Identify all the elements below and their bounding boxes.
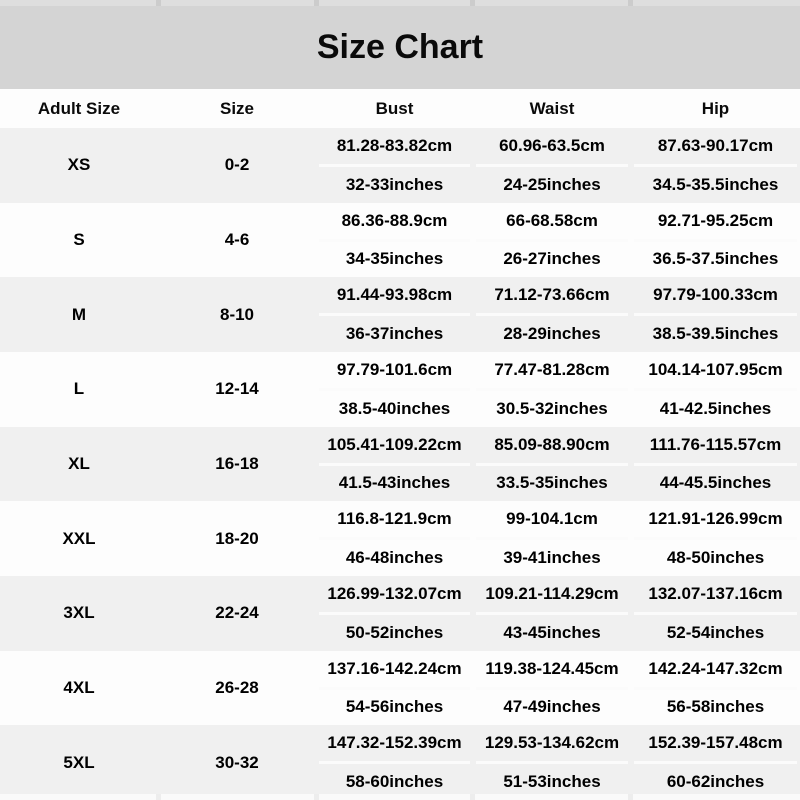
column-divider-tick [156, 0, 161, 6]
title-bar [0, 6, 800, 89]
bust-cell [319, 651, 470, 726]
waist-cell [476, 501, 628, 576]
hip-cell [634, 128, 797, 203]
hip-inches-value: 41-42.5inches [659, 398, 772, 418]
size-cell: 22-24 [215, 603, 259, 623]
table-row-4xl [0, 651, 800, 726]
bust-inches-value: 54-56inches [345, 697, 444, 717]
waist-inches-value: 39-41inches [503, 548, 601, 568]
column-divider-tick [314, 794, 319, 800]
top-edge-strip [0, 0, 800, 6]
adult-size-cell: XL [68, 454, 90, 474]
hip-cell [634, 427, 797, 502]
column-divider-tick [628, 794, 633, 800]
waist-cm-value: 109.21-114.29cm [476, 576, 628, 615]
bust-inches-value: 58-60inches [345, 772, 444, 792]
waist-inches-value: 30.5-32inches [496, 398, 608, 418]
hip-cell [634, 352, 797, 427]
table-row-xs [0, 128, 800, 203]
hip-cell [634, 501, 797, 576]
table-row-s [0, 203, 800, 278]
bust-inches-value: 41.5-43inches [338, 473, 451, 493]
adult-size-cell: 4XL [63, 678, 95, 698]
hip-inches-value: 44-45.5inches [659, 473, 772, 493]
waist-inches-value: 33.5-35inches [496, 473, 608, 493]
adult-size-cell: M [71, 304, 87, 324]
bust-cell [319, 576, 470, 651]
column-header-bust: Bust [375, 98, 414, 118]
waist-inches-value: 43-45inches [503, 622, 601, 642]
adult-size-cell: 5XL [63, 752, 95, 772]
column-divider-tick [470, 0, 475, 6]
bust-cm-value: 97.79-101.6cm [319, 352, 470, 391]
column-header-waist: Waist [529, 98, 575, 118]
hip-inches-value: 34.5-35.5inches [652, 174, 779, 194]
waist-cm-value: 119.38-124.45cm [476, 651, 628, 690]
hip-cm-value: 152.39-157.48cm [634, 725, 797, 764]
adult-size-cell: S [73, 230, 85, 249]
column-divider-tick [470, 794, 475, 800]
size-cell: 4-6 [224, 230, 250, 249]
column-divider-tick [628, 0, 633, 6]
bust-cell [319, 277, 470, 352]
hip-inches-value: 60-62inches [666, 772, 765, 792]
table-row-3xl [0, 576, 800, 651]
hip-cell [634, 725, 797, 800]
hip-inches-value: 48-50inches [666, 548, 765, 568]
bust-inches-value: 32-33inches [345, 174, 444, 194]
waist-inches-value: 51-53inches [503, 772, 601, 792]
waist-cm-value: 99-104.1cm [476, 501, 628, 540]
table-row-m [0, 277, 800, 352]
waist-cell [476, 651, 628, 726]
table-body [0, 128, 800, 800]
hip-cm-value: 142.24-147.32cm [634, 651, 797, 690]
bust-inches-value: 46-48inches [345, 548, 444, 568]
bust-cell [319, 427, 470, 502]
size-cell: 30-32 [215, 752, 259, 772]
adult-size-cell: XXL [62, 528, 96, 548]
bust-cm-value: 116.8-121.9cm [319, 501, 470, 540]
waist-inches-value: 47-49inches [503, 697, 601, 717]
bust-cm-value: 86.36-88.9cm [319, 203, 470, 242]
waist-cell [476, 576, 628, 651]
waist-cm-value: 129.53-134.62cm [476, 725, 628, 764]
hip-cm-value: 97.79-100.33cm [634, 277, 797, 316]
bust-inches-value: 36-37inches [345, 324, 444, 344]
hip-cell [634, 576, 797, 651]
hip-cm-value: 111.76-115.57cm [634, 427, 797, 466]
hip-cell [634, 277, 797, 352]
waist-inches-value: 24-25inches [503, 174, 601, 194]
hip-cm-value: 104.14-107.95cm [634, 352, 797, 391]
waist-cm-value: 60.96-63.5cm [476, 128, 628, 167]
column-divider-tick [314, 0, 319, 6]
column-divider-tick [156, 794, 161, 800]
bust-inches-value: 38.5-40inches [338, 398, 451, 418]
bust-cell [319, 725, 470, 800]
waist-cm-value: 77.47-81.28cm [476, 352, 628, 391]
hip-cm-value: 92.71-95.25cm [634, 203, 797, 242]
size-cell: 0-2 [224, 155, 250, 175]
waist-inches-value: 26-27inches [503, 249, 601, 269]
size-cell: 26-28 [215, 678, 259, 698]
hip-inches-value: 38.5-39.5inches [652, 324, 779, 344]
hip-cm-value: 87.63-90.17cm [634, 128, 797, 167]
column-header-hip: Hip [701, 98, 730, 118]
hip-inches-value: 52-54inches [666, 622, 765, 642]
adult-size-cell: XS [67, 155, 91, 175]
waist-cell [476, 128, 628, 203]
hip-inches-value: 56-58inches [666, 697, 765, 717]
size-cell: 8-10 [219, 304, 255, 324]
table-row-l [0, 352, 800, 427]
waist-cell [476, 277, 628, 352]
size-cell: 18-20 [215, 528, 259, 548]
bust-cell [319, 203, 470, 278]
adult-size-cell: L [73, 379, 85, 399]
waist-cm-value: 85.09-88.90cm [476, 427, 628, 466]
bust-cell [319, 352, 470, 427]
waist-cell [476, 725, 628, 800]
table-row-5xl [0, 725, 800, 800]
column-header-adult-size: Adult Size [37, 98, 121, 118]
waist-cell [476, 352, 628, 427]
table-header-row [0, 89, 800, 128]
waist-cm-value: 71.12-73.66cm [476, 277, 628, 316]
bust-cell [319, 128, 470, 203]
waist-cell [476, 427, 628, 502]
adult-size-cell: 3XL [63, 603, 95, 623]
hip-cm-value: 121.91-126.99cm [634, 501, 797, 540]
waist-cm-value: 66-68.58cm [476, 203, 628, 242]
hip-cell [634, 203, 797, 278]
size-cell: 12-14 [215, 379, 259, 399]
waist-inches-value: 28-29inches [503, 324, 601, 344]
table-row-xl [0, 427, 800, 502]
page-title: Size Chart [316, 28, 484, 66]
column-header-size: Size [219, 98, 255, 118]
bust-cm-value: 126.99-132.07cm [319, 576, 470, 615]
bust-cm-value: 137.16-142.24cm [319, 651, 470, 690]
table-row-xxl [0, 501, 800, 576]
hip-cell [634, 651, 797, 726]
bust-inches-value: 34-35inches [345, 249, 444, 269]
bust-cell [319, 501, 470, 576]
bust-cm-value: 81.28-83.82cm [319, 128, 470, 167]
size-cell: 16-18 [215, 454, 259, 474]
bust-cm-value: 91.44-93.98cm [319, 277, 470, 316]
waist-cell [476, 203, 628, 278]
hip-cm-value: 132.07-137.16cm [634, 576, 797, 615]
bust-cm-value: 105.41-109.22cm [319, 427, 470, 466]
bottom-edge-strip [0, 794, 800, 800]
bust-cm-value: 147.32-152.39cm [319, 725, 470, 764]
hip-inches-value: 36.5-37.5inches [652, 249, 779, 269]
bust-inches-value: 50-52inches [345, 622, 444, 642]
